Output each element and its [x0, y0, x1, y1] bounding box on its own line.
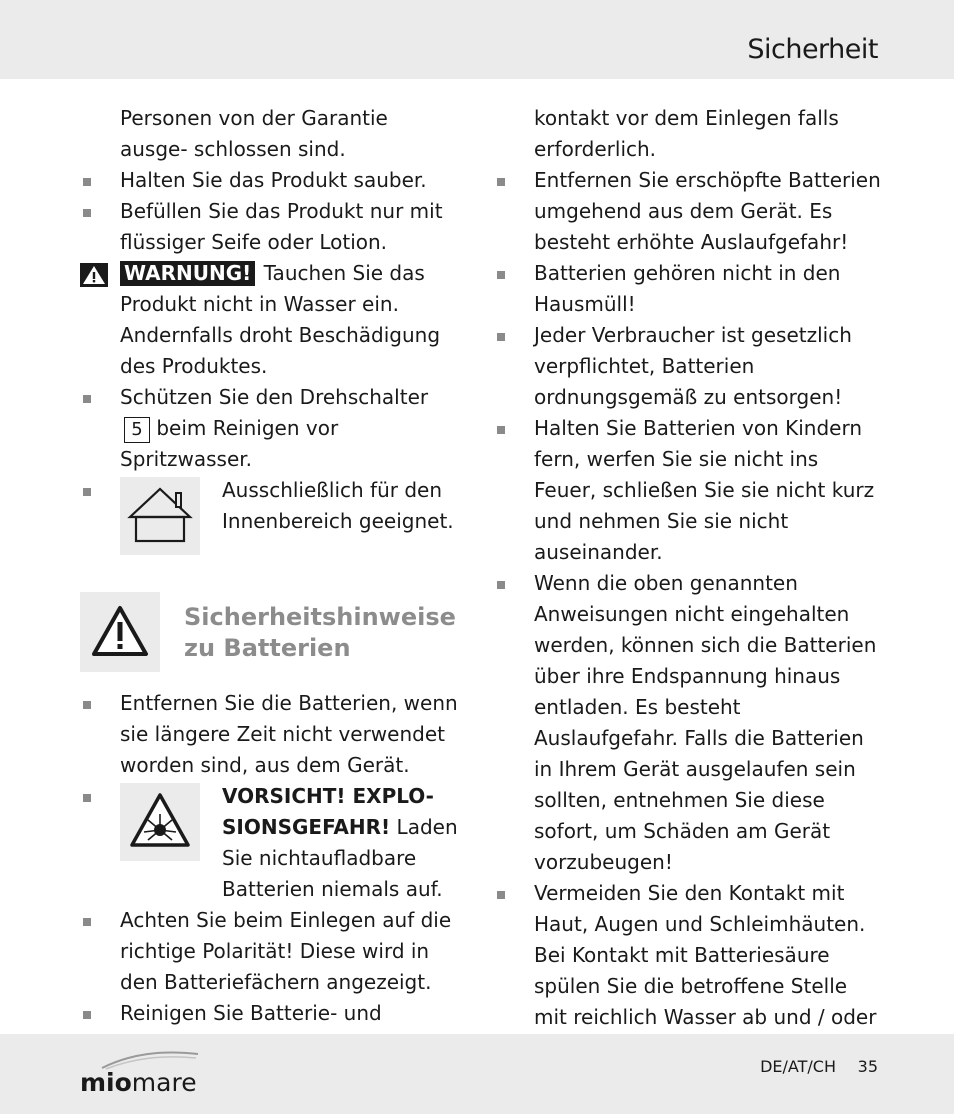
list-item: Schützen Sie den Drehschalter 5 beim Reinigen vor Spritzwasser. — [80, 382, 460, 475]
explosion-warning-label: VORSICHT! EXPLO- SIONSGEFAHR! — [222, 784, 434, 839]
explosion-warning-text: Laden Sie nichtaufladbare Batterien niemals auf. — [222, 815, 458, 901]
list-item: Reinigen Sie Batterie- und — [80, 998, 460, 1060]
bullet-square-icon — [83, 178, 91, 186]
bullet-square-icon — [497, 426, 505, 434]
explosion-hazard-icon — [120, 783, 200, 861]
brand-logo — [80, 1048, 230, 1098]
paragraph: Personen von der Garantie ausge- schlossen sind. — [120, 106, 388, 161]
list-item — [80, 475, 460, 568]
list-item: Befüllen Sie das Produkt nur mit flüssiger Seife oder Lotion. — [80, 196, 460, 258]
bullet-square-icon — [497, 178, 505, 186]
warning-text: Tauchen Sie das Produkt nicht in Wasser ein. Andernfalls droht Beschädigung des Produktes. — [120, 261, 441, 378]
brand-name: miomare — [80, 1068, 197, 1097]
list-item: Wenn die oben genannten Anweisungen nicht eingehalten werden, können sich die Batterien über ihre Endspannung hinaus entladen. Es besteht Auslaufgefahr. Falls die Batterien in Ihrem Gerät ausgelaufen sein sollten, entnehmen Sie diese sofort, um Schäden am Gerät vorzubeugen! — [494, 568, 884, 878]
logo-swoosh-icon — [100, 1048, 200, 1070]
warning-triangle-icon — [80, 263, 108, 287]
warning-triangle-icon — [80, 592, 160, 672]
explosion-pictogram — [120, 783, 200, 861]
footer-region: DE/AT/CH — [760, 1057, 836, 1076]
page-number: 35 — [857, 1057, 878, 1076]
bullet-square-icon — [83, 794, 91, 802]
paragraph: kontakt vor dem Einlegen falls erforderlich. — [534, 106, 839, 161]
bullet-square-icon — [83, 701, 91, 709]
bullet-square-icon — [83, 918, 91, 926]
bullet-square-icon — [497, 333, 505, 341]
page-title: Sicherheit — [747, 34, 878, 65]
bullet-square-icon — [83, 209, 91, 217]
list-item: Achten Sie beim Einlegen auf die richtige Polarität! Diese wird in den Batteriefächern angezeigt. — [80, 905, 460, 998]
list-item: Entfernen Sie die Batterien, wenn sie längere Zeit nicht verwendet worden sind, aus dem Gerät. — [80, 688, 460, 781]
section-heading: Sicherheitshinweise zu Batterien — [184, 603, 456, 662]
list-item: Batterien gehören nicht in den Hausmüll! — [494, 258, 884, 320]
part-reference: 5 — [124, 417, 150, 443]
house-pictogram — [120, 477, 200, 555]
list-item: Halten Sie das Produkt sauber. — [80, 165, 460, 196]
section-heading-row — [80, 568, 460, 688]
bullet-square-icon — [497, 271, 505, 279]
warning-item — [80, 258, 460, 382]
bullet-square-icon — [497, 891, 505, 899]
list-item: Entfernen Sie erschöpfte Batterien umgehend aus dem Gerät. Es besteht erhöhte Auslaufgefahr! — [494, 165, 884, 258]
bullet-square-icon — [83, 395, 91, 403]
bullet-square-icon — [497, 581, 505, 589]
list-item — [80, 781, 460, 905]
right-column — [494, 103, 884, 1064]
house-icon — [120, 477, 200, 555]
list-item: Halten Sie Batterien von Kindern fern, werfen Sie sie nicht ins Feuer, schließen Sie sie nicht kurz und nehmen Sie sie nicht auseinander. — [494, 413, 884, 568]
indoor-text: Ausschließlich für den Innenbereich geeignet. — [222, 478, 454, 533]
left-column — [80, 103, 460, 1060]
list-item: Jeder Verbraucher ist gesetzlich verpflichtet, Batterien ordnungsgemäß zu entsorgen! — [494, 320, 884, 413]
bullet-square-icon — [83, 1011, 91, 1019]
warning-pictogram — [80, 592, 160, 672]
bullet-square-icon — [83, 488, 91, 496]
list-item: Vermeiden Sie den Kontakt mit Haut, Augen und Schleimhäuten. Bei Kontakt mit Batteriesäure spülen Sie die betroffene Stelle mit reichlich Wasser ab und / oder — [494, 878, 884, 1064]
warning-label: WARNUNG! — [120, 261, 255, 286]
